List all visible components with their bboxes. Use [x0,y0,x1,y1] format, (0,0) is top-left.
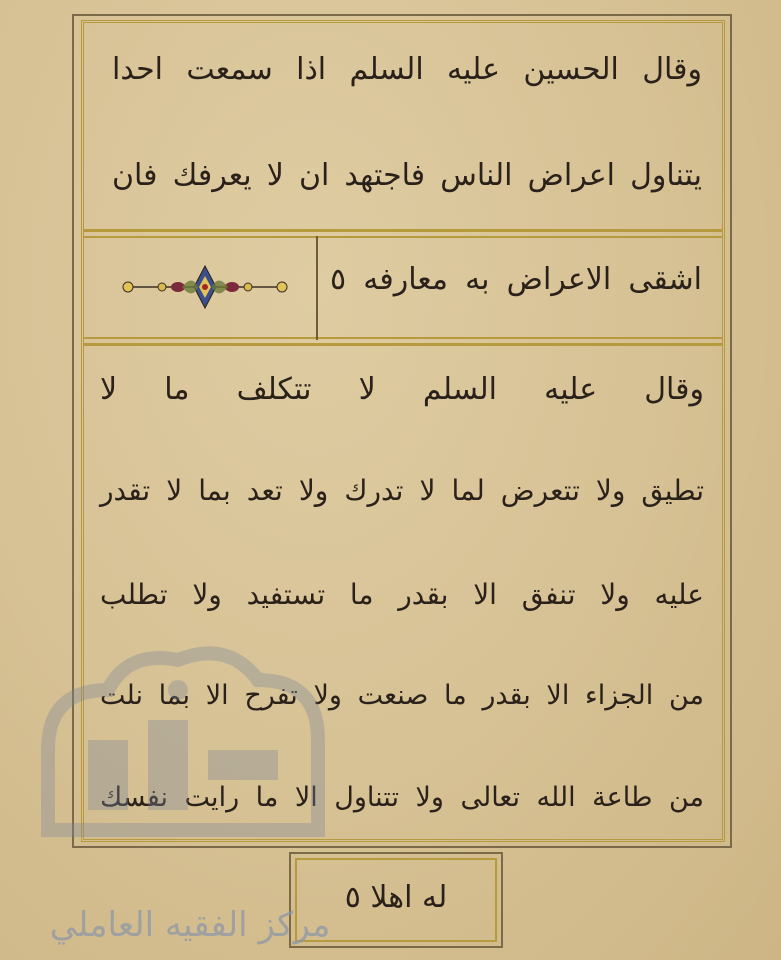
text-line-7: من الجزاء الا بقدر ما صنعت ولا تفرح الا بما نلت [100,680,704,711]
text-line-2: يتناول اعراض الناس فاجتهد ان لا يعرفك فان [112,158,702,193]
text-line-8: من طاعة الله تعالى ولا تتناول الا ما رايت نفسك [100,782,704,813]
text-line-1: وقال الحسين عليه السلم اذا سمعت احدا [112,52,702,87]
divider-rule [84,229,722,232]
text-line-3: اشقى الاعراض به معارفه ٥ [330,262,702,297]
floral-ornament-icon [120,262,290,312]
divider-rule [84,343,722,346]
divider-rule [84,337,722,339]
panel-divider [316,236,318,340]
divider-rule [84,236,722,238]
text-line-6: عليه ولا تنفق الا بقدر ما تستفيد ولا تطلب [100,578,704,611]
text-line-5: تطيق ولا تتعرض لما لا تدرك ولا تعد بما لا تقدر [100,474,704,507]
text-line-4: وقال عليه السلم لا تتكلف ما لا [100,372,704,407]
watermark-logo-icon [28,630,348,870]
catchword-text: له اهلا ٥ [344,880,448,915]
watermark-text: مركز الفقيه العاملي [49,905,331,945]
